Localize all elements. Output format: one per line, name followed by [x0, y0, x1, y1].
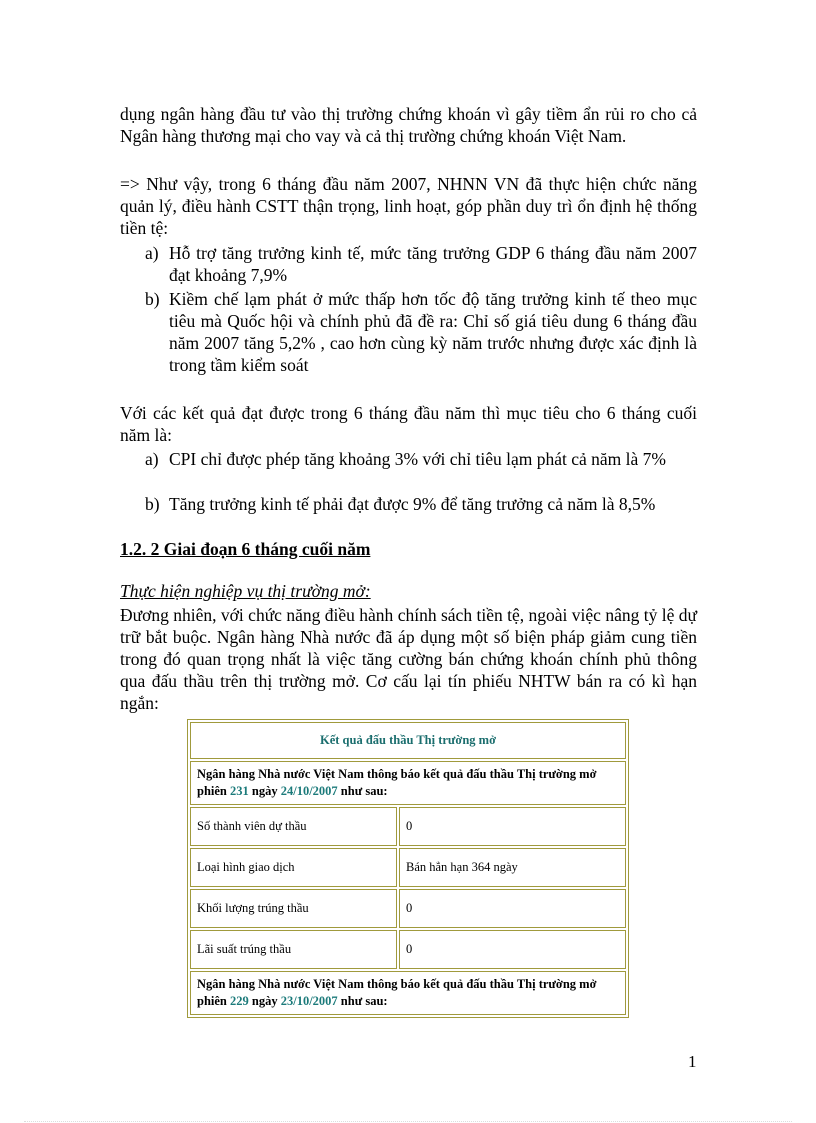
list-item [145, 448, 697, 470]
notice-text: ngày [248, 994, 281, 1008]
notice-text: như sau: [337, 784, 388, 798]
table-title: Kết quả đấu thầu Thị trường mở [190, 722, 626, 759]
list-item-text: Hỗ trợ tăng trưởng kinh tế, mức tăng trưởng GDP 6 tháng đầu năm 2007 đạt khoảng 7,9% [169, 243, 697, 285]
list-item-text: CPI chỉ được phép tăng khoảng 3% với chỉ tiêu lạm phát cả năm là 7% [169, 449, 666, 469]
section-heading: 1.2. 2 Giai đoạn 6 tháng cuối năm [120, 539, 371, 559]
table-row [190, 807, 626, 846]
table-row [190, 930, 626, 969]
session-number: 229 [230, 994, 249, 1008]
paragraph-open-market: Đương nhiên, với chức năng điều hành chính sách tiền tệ, ngoài việc nâng tỷ lệ dự trữ bắt buộc. Ngân hàng Nhà nước đã áp dụng một số biện pháp giảm cung tiền trong đó quan trọng nhất là việc tăng cường bán chứng khoán chính phủ thông qua đấu thầu trên thị trường mở. Cơ cấu lại tín phiếu NHTW bán ra có kì hạn ngắn: [120, 605, 697, 713]
table-notice [190, 761, 626, 805]
table-notice [190, 971, 626, 1015]
table-row [190, 889, 626, 928]
list-marker: a) [145, 243, 159, 263]
row-value: 0 [399, 807, 626, 846]
table-row [190, 848, 626, 887]
row-value: 0 [399, 930, 626, 969]
row-label: Lãi suất trúng thầu [190, 930, 397, 969]
list-marker: b) [145, 494, 160, 514]
row-value: 0 [399, 889, 626, 928]
subheading: Thực hiện nghiệp vụ thị trường mở: [120, 581, 371, 601]
list-marker: a) [145, 449, 159, 469]
notice-text: Ngân hàng Nhà nước Việt Nam thông báo kết quả đấu thầu Thị trường mở phiên [197, 977, 597, 1008]
paragraph-goals: Với các kết quả đạt được trong 6 tháng đầu năm thì mục tiêu cho 6 tháng cuối năm là: [120, 403, 697, 445]
page-bottom-divider [24, 1121, 792, 1122]
paragraph-summary: => Như vậy, trong 6 tháng đầu năm 2007, NHNN VN đã thực hiện chức năng quản lý, điều hành CSTT thận trọng, linh hoạt, góp phần duy trì ổn định hệ thống tiền tệ: [120, 174, 697, 238]
paragraph-intro: dụng ngân hàng đầu tư vào thị trường chứng khoán vì gây tiềm ẩn rủi ro cho cả Ngân hàng thương mại cho vay và cả thị trường chứng khoán Việt Nam. [120, 104, 697, 146]
session-number: 231 [230, 784, 249, 798]
notice-text: như sau: [337, 994, 388, 1008]
session-date: 24/10/2007 [280, 784, 338, 798]
list-marker: b) [145, 289, 160, 309]
row-value: Bán hẳn hạn 364 ngày [399, 848, 626, 887]
row-label: Khối lượng trúng thầu [190, 889, 397, 928]
session-date: 23/10/2007 [280, 994, 338, 1008]
page-number: 1 [688, 1052, 697, 1071]
list-item-text: Kiềm chế lạm phát ở mức thấp hơn tốc độ tăng trưởng kinh tế theo mục tiêu mà Quốc hội và chính phủ đã đề ra: Chỉ số giá tiêu dung 6 tháng đầu năm 2007 tăng 5,2% , cao hơn cùng kỳ năm trước nhưng được xác định là trong tầm kiểm soát [169, 289, 697, 375]
list-item [145, 288, 697, 376]
notice-text: Ngân hàng Nhà nước Việt Nam thông báo kết quả đấu thầu Thị trường mở phiên [197, 767, 597, 798]
row-label: Số thành viên dự thầu [190, 807, 397, 846]
list-item [145, 242, 697, 286]
list-item [145, 493, 697, 515]
row-label: Loại hình giao dịch [190, 848, 397, 887]
notice-text: ngày [248, 784, 281, 798]
auction-results-table [187, 719, 629, 1018]
list-item-text: Tăng trưởng kinh tế phải đạt được 9% để tăng trưởng cả năm là 8,5% [169, 494, 656, 514]
